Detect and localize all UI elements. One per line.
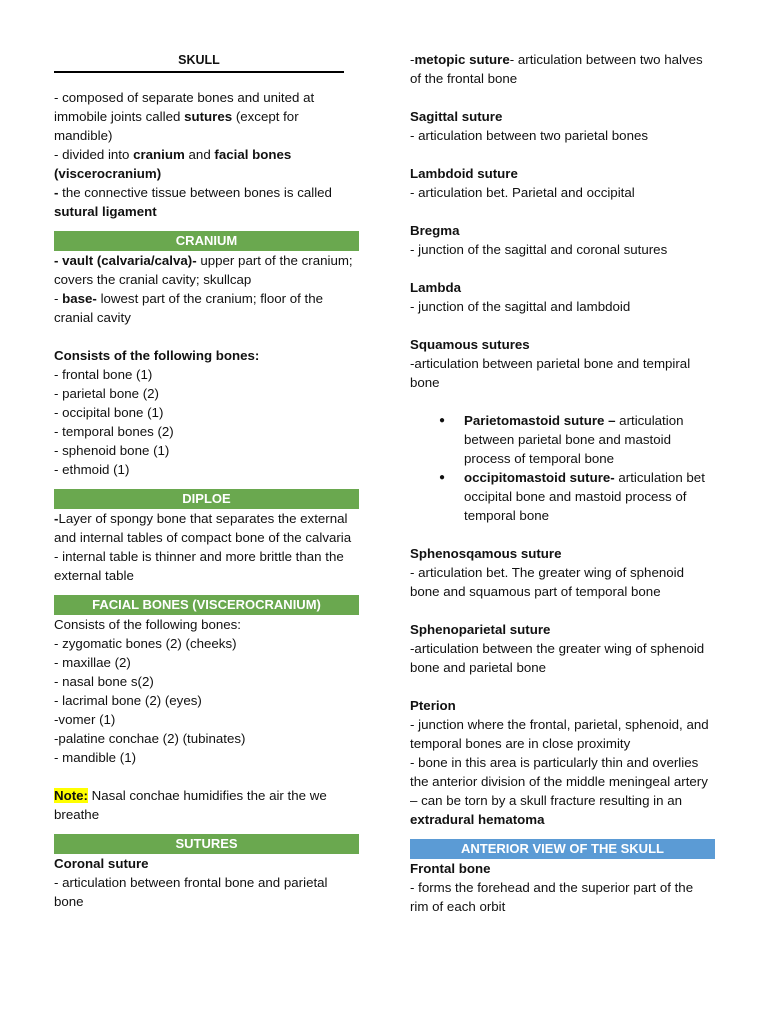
page-title: SKULL [178,53,220,67]
list-item: - mandible (1) [54,750,137,765]
right-column [410,50,715,916]
facial-consists: Consists of the following bones: [54,617,242,632]
left-column [54,88,359,911]
sagittal-term: Sagittal suture [410,109,503,124]
cranium-heading: CRANIUM [54,231,359,251]
title-underline [54,71,344,73]
intro-sutures: - composed of separate bones and united at immobile joints called sutures (except for mandible) [54,90,315,143]
lambda-term: Lambda [410,280,461,295]
intro-division: - divided into cranium and facial bones (viscerocranium) [54,147,292,181]
list-item: -vomer (1) [54,712,116,727]
list-item: -palatine conchae (2) (tubinates) [54,731,246,746]
metopic-suture: -metopic suture- articulation between two halves of the frontal bone [410,52,703,86]
squamous-subtypes-list [410,411,715,525]
frontal-bone-term: Frontal bone [410,861,491,876]
list-item: - zygomatic bones (2) (cheeks) [54,636,237,651]
coronal-term: Coronal suture [54,856,149,871]
squamous-term: Squamous sutures [410,337,530,352]
list-item: - occipital bone (1) [54,405,164,420]
list-item: - nasal bone s(2) [54,674,154,689]
frontal-bone-definition: - forms the forehead and the superior part of the rim of each orbit [410,880,694,914]
list-item: - maxillae (2) [54,655,131,670]
list-item: ● occipitomastoid suture- articulation bet occipital bone and mastoid process of temporal bone [464,468,715,525]
list-item: - lacrimal bone (2) (eyes) [54,693,202,708]
lambdoid-term: Lambdoid suture [410,166,518,181]
bregma-definition: - junction of the sagittal and coronal sutures [410,242,668,257]
coronal-definition: - articulation between frontal bone and parietal bone [54,875,328,909]
list-item: ● Parietomastoid suture – articulation between parietal bone and mastoid process of temporal bone [464,411,715,468]
cranium-consists: Consists of the following bones: [54,348,260,363]
lambdoid-definition: - articulation bet. Parietal and occipital [410,185,635,200]
sutures-heading: SUTURES [54,834,359,854]
squamous-definition: -articulation between parietal bone and tempiral bone [410,356,691,390]
diploe-heading: DIPLOE [54,489,359,509]
list-item: - frontal bone (1) [54,367,153,382]
note-label: Note: [54,788,88,803]
sphenoparietal-term: Sphenoparietal suture [410,622,551,637]
list-item: - ethmoid (1) [54,462,130,477]
sphenoparietal-definition: -articulation between the greater wing of sphenoid bone and parietal bone [410,641,705,675]
anterior-view-heading: ANTERIOR VIEW OF THE SKULL [410,839,715,859]
pterion-term: Pterion [410,698,456,713]
list-item: - temporal bones (2) [54,424,174,439]
note: Note: Nasal conchae humidifies the air the we breathe [54,788,327,822]
lambda-definition: - junction of the sagittal and lambdoid [410,299,631,314]
pterion-clinical: - bone in this area is particularly thin and overlies the anterior division of the middle meningeal artery – can be torn by a skull fracture resulting in an extradural hematoma [410,755,708,827]
sagittal-definition: - articulation between two parietal bones [410,128,649,143]
cranium-vault: - vault (calvaria/calva)- upper part of the cranium; covers the cranial cavity; skullcap [54,253,353,287]
list-item: - sphenoid bone (1) [54,443,170,458]
facial-bones-heading: FACIAL BONES (VISCEROCRANIUM) [54,595,359,615]
sphenosquamous-definition: - articulation bet. The greater wing of sphenoid bone and squamous part of temporal bone [410,565,684,599]
cranium-base: - base- lowest part of the cranium; floor of the cranial cavity [54,291,324,325]
intro-ligament: - the connective tissue between bones is called sutural ligament [54,185,332,219]
diploe-definition: -Layer of spongy bone that separates the external and internal tables of compact bone of the calvaria [54,511,352,545]
diploe-internal-table: - internal table is thinner and more brittle than the external table [54,549,344,583]
bregma-term: Bregma [410,223,460,238]
list-item: - parietal bone (2) [54,386,159,401]
sphenosquamous-term: Sphenosqamous suture [410,546,562,561]
pterion-definition: - junction where the frontal, parietal, sphenoid, and temporal bones are in close proximity [410,717,709,751]
